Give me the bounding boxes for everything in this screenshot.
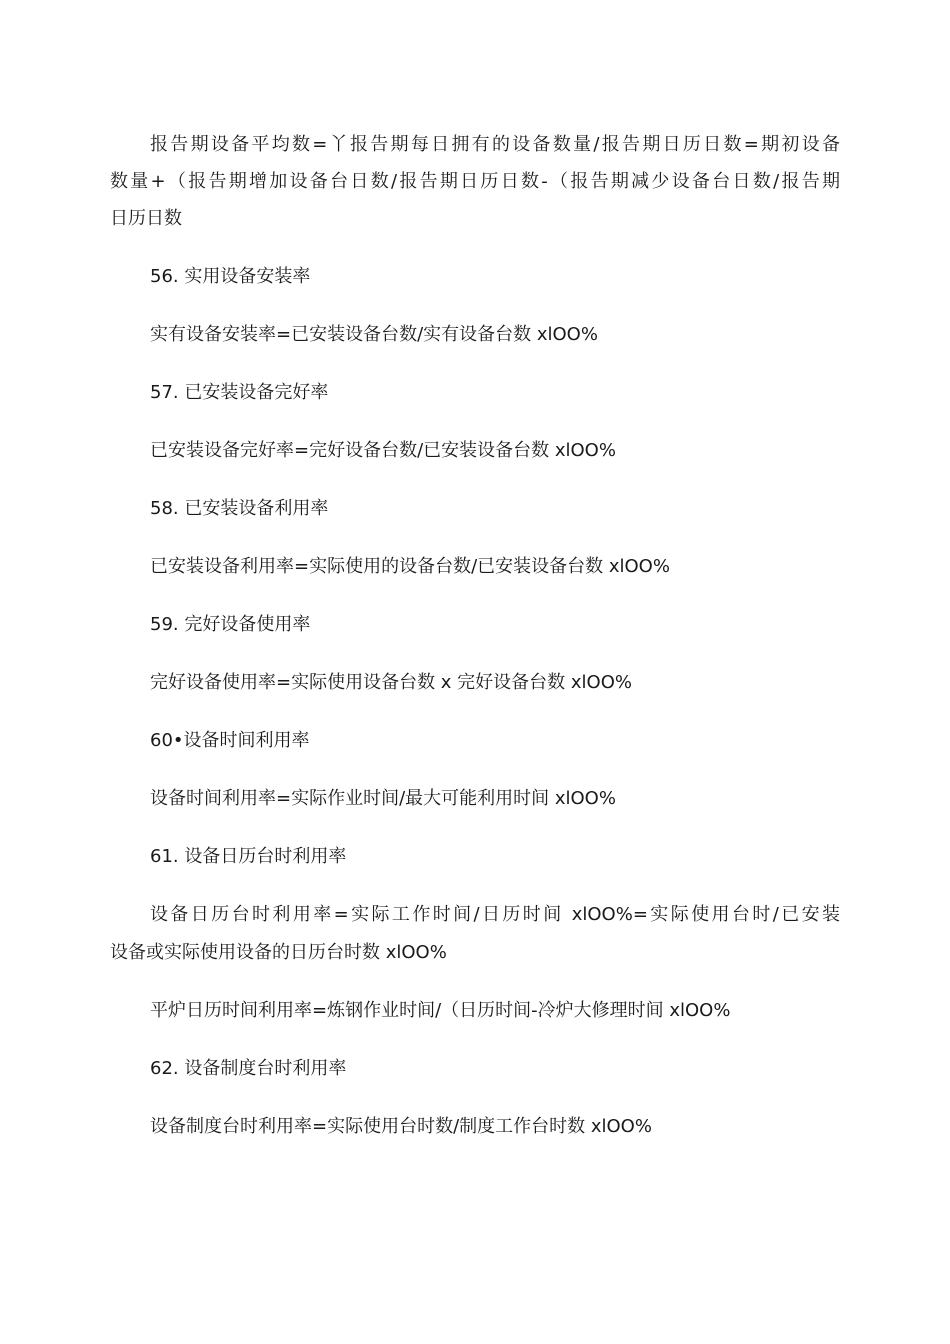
section-heading-59: 59. 完好设备使用率 <box>150 614 311 635</box>
formula-60: 设备时间利用率=实际作业时间/最大可能利用时间 xlOO% <box>150 788 616 809</box>
paragraph-line: 日历日数 <box>110 208 182 229</box>
formula-61-line: 设备日历台时利用率=实际工作时间/日历时间 xlOO%=实际使用台时/已安装 <box>150 904 840 925</box>
section-heading-57: 57. 已安装设备完好率 <box>150 382 329 403</box>
section-heading-62: 62. 设备制度台时利用率 <box>150 1058 347 1079</box>
formula-57: 已安装设备完好率=完好设备台数/已安装设备台数 xlOO% <box>150 440 616 461</box>
section-heading-60: 60•设备时间利用率 <box>150 730 310 751</box>
section-heading-58: 58. 已安装设备利用率 <box>150 498 329 519</box>
formula-59: 完好设备使用率=实际使用设备台数 x 完好设备台数 xlOO% <box>150 672 632 693</box>
section-heading-56: 56. 实用设备安装率 <box>150 266 311 287</box>
paragraph-line: 报告期设备平均数=丫报告期每日拥有的设备数量/报告期日历日数=期初设备 <box>150 134 840 155</box>
paragraph-line: 数量+（报告期增加设备台日数/报告期日历日数-（报告期减少设备台日数/报告期 <box>110 171 840 192</box>
formula-58: 已安装设备利用率=实际使用的设备台数/已安装设备台数 xlOO% <box>150 556 670 577</box>
formula-62: 设备制度台时利用率=实际使用台时数/制度工作台时数 xlOO% <box>150 1116 652 1137</box>
formula-61b: 平炉日历时间利用率=炼钢作业时间/（日历时间-冷炉大修理时间 xlOO% <box>150 1000 731 1021</box>
section-heading-61: 61. 设备日历台时利用率 <box>150 846 347 867</box>
formula-61-line: 设备或实际使用设备的日历台时数 xlOO% <box>110 942 447 963</box>
formula-56: 实有设备安装率=已安装设备台数/实有设备台数 xlOO% <box>150 324 598 345</box>
